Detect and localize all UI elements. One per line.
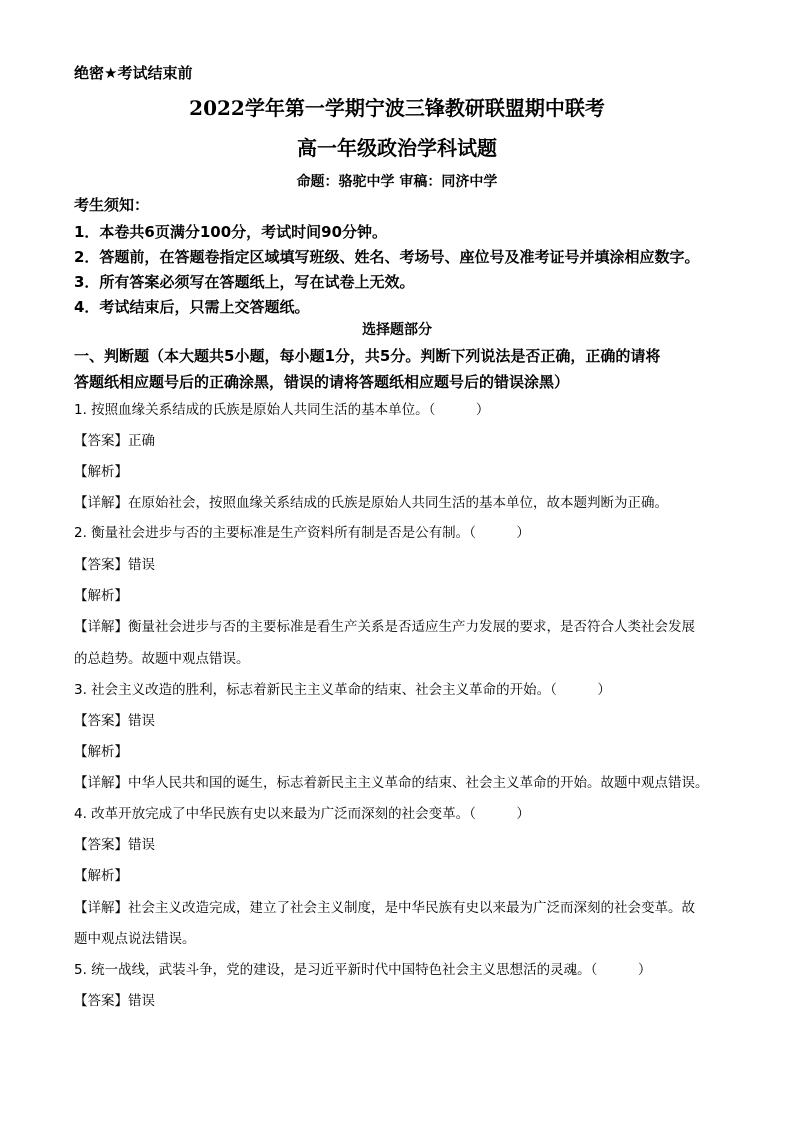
analysis-tag: 【解析】 bbox=[74, 464, 128, 480]
answer-line bbox=[74, 553, 155, 573]
analysis-tag: 【解析】 bbox=[74, 744, 128, 760]
detail-text: 中华人民共和国的诞生，标志着新民主主义革命的结束、社会主义革命的开始。故题中观点错误。 bbox=[128, 775, 709, 791]
detail-line bbox=[74, 491, 668, 511]
detail-text: 在原始社会，按照血缘关系结成的氏族是原始人共同生活的基本单位，故本题判断为正确。 bbox=[128, 495, 668, 511]
detail-tag: 【详解】 bbox=[74, 495, 128, 511]
detail-tag: 【详解】 bbox=[74, 775, 128, 791]
detail-line bbox=[74, 771, 709, 791]
answer-line bbox=[74, 709, 155, 729]
answer-line bbox=[74, 429, 155, 449]
notice-item: 3．所有答案必须写在答题纸上，写在试卷上无效。 bbox=[74, 273, 415, 291]
section-title: 选择题部分 bbox=[362, 322, 432, 338]
answer-tag: 【答案】 bbox=[74, 837, 128, 853]
detail-tag: 【详解】 bbox=[74, 900, 128, 916]
answer-value: 正确 bbox=[128, 433, 155, 449]
authors-line: 命题：骆驼中学 审稿：同济中学 bbox=[296, 174, 498, 190]
detail-text: 社会主义改造完成，建立了社会主义制度，是中华民族有史以来最为广泛而深刻的社会变革。故 bbox=[128, 900, 695, 916]
detail-text: 衡量社会进步与否的主要标准是看生产关系是否适应生产力发展的要求，是否符合人类社会发展 bbox=[128, 619, 695, 635]
analysis-tag: 【解析】 bbox=[74, 588, 128, 604]
answer-line bbox=[74, 989, 155, 1009]
exam-title: 2022学年第一学期宁波三锋教研联盟期中联考 bbox=[189, 96, 605, 120]
answer-value: 错误 bbox=[128, 837, 155, 853]
question-stem: 3. 社会主义改造的胜利，标志着新民主主义革命的结束、社会主义革命的开始。（ ） bbox=[74, 682, 611, 698]
question-stem: 2. 衡量社会进步与否的主要标准是生产资料所有制是否是公有制。（ ） bbox=[74, 525, 530, 541]
detail-tag: 【详解】 bbox=[74, 619, 128, 635]
answer-tag: 【答案】 bbox=[74, 993, 128, 1009]
secret-label: 绝密★考试结束前 bbox=[74, 64, 193, 82]
detail-line bbox=[74, 615, 695, 635]
notice-item: 2．答题前，在答题卷指定区域填写班级、姓名、考场号、座位号及准考证号并填涂相应数字。 bbox=[74, 248, 700, 266]
detail-text: 题中观点说法错误。 bbox=[74, 931, 196, 947]
part-heading-line: 一、判断题（本大题共5小题，每小题1分，共5分。判断下列说法是否正确，正确的请将 bbox=[74, 347, 661, 365]
part-heading bbox=[74, 343, 734, 395]
answer-value: 错误 bbox=[128, 713, 155, 729]
answer-tag: 【答案】 bbox=[74, 713, 128, 729]
question-stem: 4. 改革开放完成了中华民族有史以来最为广泛而深刻的社会变革。（ ） bbox=[74, 806, 530, 822]
answer-tag: 【答案】 bbox=[74, 557, 128, 573]
answer-value: 错误 bbox=[128, 993, 155, 1009]
part-heading-line: 答题纸相应题号后的正确涂黑，错误的请将答题纸相应题号后的错误涂黑） bbox=[74, 373, 570, 391]
detail-line bbox=[74, 896, 695, 916]
answer-line bbox=[74, 833, 155, 853]
notice-item: 4．考试结束后，只需上交答题纸。 bbox=[74, 298, 310, 316]
notice-title: 考生须知： bbox=[74, 196, 150, 214]
question-stem: 5. 统一战线，武装斗争，党的建设，是习近平新时代中国特色社会主义思想活的灵魂。（ ） bbox=[74, 962, 652, 978]
answer-value: 错误 bbox=[128, 557, 155, 573]
detail-text: 的总趋势。故题中观点错误。 bbox=[74, 651, 250, 667]
question-stem: 1. 按照血缘关系结成的氏族是原始人共同生活的基本单位。（ ） bbox=[74, 402, 490, 418]
exam-subtitle: 高一年级政治学科试题 bbox=[297, 136, 497, 160]
answer-tag: 【答案】 bbox=[74, 433, 128, 449]
analysis-tag: 【解析】 bbox=[74, 868, 128, 884]
notice-item: 1．本卷共6页满分100分，考试时间90分钟。 bbox=[74, 223, 388, 241]
